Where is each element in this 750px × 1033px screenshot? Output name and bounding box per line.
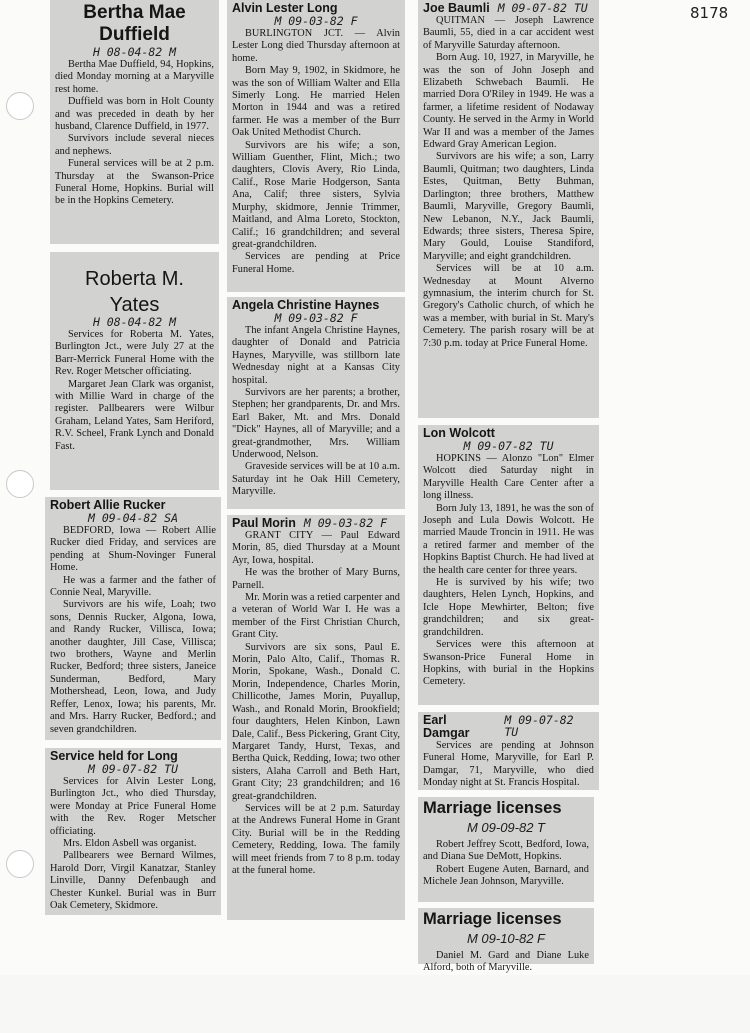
paragraph: Robert Eugene Auten, Barnard, and Michele Jean Johnson, Maryville. [423, 863, 589, 888]
notice-long-service [45, 748, 221, 915]
paragraph: Services are pending at Price Funeral Home. [232, 251, 400, 275]
handwritten-date: M 09-03-82 F [274, 14, 358, 28]
paragraph: HOPKINS — Alonzo "Lon" Elmer Wolcott died Saturday night in Maryville Health Care Center after a long illness. [423, 453, 594, 502]
page-number: 8178 [690, 4, 729, 22]
paragraph: Funeral services will be at 2 p.m. Thursday at the Swanson-Price Funeral Home, Hopkins. Burial will be in the Hopkins Cemetery. [55, 158, 214, 207]
section-title: Marriage licenses [423, 910, 562, 928]
headline: Lon Wolcott [423, 426, 495, 440]
paragraph: Services will be at 2 p.m. Saturday at the Andrews Funeral Home in Grant City. Burial will be in the Redding Cemetery, Redding, Iowa. The family will meet friends from 7 to 8 p.m. today at the funeral home. [232, 802, 400, 876]
headline: Bertha Mae Duffield [83, 2, 186, 45]
paragraph: He was a farmer and the father of Connie Neal, Maryville. [50, 574, 216, 599]
paragraph: Services are pending at Johnson Funeral Home, Maryville, for Earl P. Damgar, 71, Maryville, who died Monday night at St. Francis Hospital. [423, 740, 594, 789]
paragraph: BURLINGTON JCT. — Alvin Lester Long died Thursday afternoon at home. [232, 28, 400, 64]
headline: Service held for Long [50, 749, 178, 763]
obituary-wolcott [418, 425, 599, 705]
paragraph: Born July 13, 1891, he was the son of Joseph and Lula Dowis Wolcott. He married Maude Troncin in 1911. He was a retired farmer and member of the Hopkins Baptist Church. He had lived at the health care center for three years. [423, 502, 594, 576]
headline: Angela Christine Haynes [232, 298, 380, 312]
handwritten-date: M 09-07-82 TU [463, 439, 554, 453]
paragraph: GRANT CITY — Paul Edward Morin, 85, died Thursday at a Mount Ayr, Iowa, hospital. [232, 530, 400, 566]
headline: Paul Morin [232, 516, 296, 530]
paragraph: Survivors are his wife; a son, Larry Baumli, Quitman; two daughters, Linda Estes, Quitman, Betty Buhman, Darlington; three brothers, Matthew Baumli, Maryville, Gregory Baumli, New Lebanon, N.Y., Jack Baumli, Edwards; three sisters, Theresa Spire, Mary Gould, Louise Standiford, Maryville; and eight grandchildren. [423, 151, 594, 262]
headline-line2: Yates [109, 294, 160, 316]
paragraph: Margaret Jean Clark was organist, with Millie Ward in charge of the register. Pallbearers were Wilbur Graham, Leland Yates, Sam Heriford, R.V. Scheel, Frank Lynch and Donald Fast. [55, 378, 214, 452]
obituary-baumli [418, 0, 599, 418]
handwritten-date: M 09-07-82 TU [497, 1, 588, 15]
obituary-rucker [45, 497, 221, 740]
obituary-yates [50, 252, 219, 490]
headline: Robert Allie Rucker [50, 498, 166, 512]
paragraph: Duffield was born in Holt County and was preceded in death by her husband, Clarence Duffield, in 1977. [55, 96, 214, 133]
paragraph: Services will be at 10 a.m. Wednesday at Mount Alverno gymnasium, the interim church for St. Gregory's Catholic church, of which he was a member, with burial in St. Mary's Cemetery. The parish rosary will be at 7:30 p.m. today at Price Funeral Home. [423, 263, 594, 349]
handwritten-date: M 09-07-82 TU [504, 713, 574, 739]
paragraph: Survivors are his wife; a son, William Guenther, Flint, Mich.; two daughters, Clovis Avery, Rio Linda, Calif., Rose Marie Hodgerson, Santa Ana, Calif; three sisters, Sylvia Murphy, skidmore, Jennie Trimmer, Maitland, and Alma Loreto, Stockton, Calif.; 16 grandchildren; and several great-grandchildren. [232, 139, 400, 250]
paragraph: He is survived by his wife; two daughters, Helen Lynch, Hopkins, and Icle Hope Mewhirter, Belton; five grandchildren; and six great-grandchildren. [423, 577, 594, 638]
paragraph: Graveside services will be at 10 a.m. Saturday int he Oak Hill Cemetery, Maryville. [232, 461, 400, 498]
paragraph: Survivors include several nieces and nephews. [55, 133, 214, 157]
obituary-long [227, 0, 405, 292]
headline-row [423, 2, 594, 15]
paragraph: Daniel M. Gard and Diane Luke Alford, both of Maryville. [423, 950, 589, 974]
paragraph: Services for Roberta M. Yates, Burlington Jct., were July 27 at the Barr-Merrick Funeral Home with the Rev. Roger Metscher officiating. [55, 329, 214, 378]
obituary-haynes [227, 297, 405, 509]
obituary-duffield [50, 0, 219, 244]
obituary-damgar [418, 712, 599, 790]
marriage-licenses-1 [418, 797, 594, 902]
headline-row [232, 517, 400, 530]
paragraph: Services for Alvin Lester Long, Burlington Jct., who died Thursday, were Monday at Price Funeral Home with the Rev. Roger Metscher officiating. [50, 776, 216, 837]
paragraph: Mr. Morin was a retied carpenter and a veteran of World War I. He was a member of the First Christian Church, Grant City. [232, 592, 400, 641]
handwritten-date: M 09-07-82 TU [87, 762, 178, 776]
handwritten-date: H 08-04-82 M [92, 45, 177, 59]
handwritten-date: M 09-03-82 F [274, 311, 358, 325]
paragraph: Robert Jeffrey Scott, Bedford, Iowa, and Diana Sue DeMott, Hopkins. [423, 839, 589, 863]
section-title: Marriage licenses [423, 799, 562, 817]
paragraph: Services were this afternoon at Swanson-Price Funeral Home in Hopkins, with burial in the Hopkins Cemetery. [423, 639, 594, 688]
paragraph: Survivors are six sons, Paul E. Morin, Palo Alto, Calif., Thomas R. Morin, Spokane, Wash., Donald C. Morin, Independence, Charles Morin, Chillicothe, James Morin, Puyallup, Wash., and Ronald Morin, Brookfield; four daughters, Helen Kinbon, Lawn Dale, Calif., Bess Pickering, Grant City, Margaret Tandy, Hurst, Texas, and Bertha Quick, Redding, Iowa; two other sisters, Alaha Carroll and Beth Hart, Grant City; 23 grandchildren; and 16 great-grandchildren. [232, 641, 400, 802]
binder-hole [6, 850, 34, 878]
paragraph: Born May 9, 1902, in Skidmore, he was the son of William Walter and Ella Simerly Long. He married Helen Morton in 1944 and was a retired farmer. He was a member of the Burr Oak United Methodist Church. [232, 65, 400, 139]
paragraph: BEDFORD, Iowa — Robert Allie Rucker died Friday, and services are pending at Shum-Novinger Funeral Home. [50, 525, 216, 574]
headline: Alvin Lester Long [232, 1, 338, 15]
handwritten-date: M 09-09-82 T [466, 820, 546, 835]
handwritten-date: H 08-04-82 M [92, 315, 177, 329]
obituary-morin [227, 515, 405, 920]
paragraph: Mrs. Eldon Asbell was organist. [63, 838, 197, 850]
headline: Joe Baumli [423, 1, 490, 15]
binder-hole [6, 92, 34, 120]
marriage-licenses-2 [418, 908, 594, 974]
paragraph: Survivors are her parents; a brother, Stephen; her grandparents, Dr. and Mrs. Earl Baker, Mt. and Mrs. Donald "Dick" Haynes, all of Maryville; and a great-grandmother, Mrs. William Underwood, Nelson. [232, 387, 400, 461]
headline: Earl Damgar [423, 713, 470, 740]
paragraph: Pallbearers wee Bernard Wilmes, Harold Dorr, Virgil Kanatzar, Stanley Linville, Danny Defenbaugh and Chester Kunkel. Burial was in Burr Oak Cemetery, Skidmore. [50, 850, 216, 912]
paragraph: Survivors are his wife, Loah; two sons, Dennis Rucker, Algona, Iowa, and Randy Rucker, Villisca, Iowa; another daughter, Jill Case, Villisca; two brothers, Wayne and Merlin Rucker, Bedford; three sisters, Janeice Sunderman, Bedford, Mary Mothershead, Leon, Iowa, and Judy Reffer, Lenox, Iowa; his parents, Mr. and Mrs. Harry Rucker, Bedford.; and seven grandchildren. [50, 599, 216, 735]
headline-line1: Roberta M. [85, 268, 184, 290]
binder-hole [6, 470, 34, 498]
paragraph: The infant Angela Christine Haynes, daughter of Donald and Patricia Haynes, Maryville, was stillborn late Wednesday night at a Kansas City hospital. [232, 325, 400, 386]
paragraph: Born Aug. 10, 1927, in Maryville, he was the son of John Joseph and Elizabeth Schwebach Baumli. He married Dora O'Riley in 1949. He was a farmer, a lifetime resident of Nodaway County. He served in the Army in World War II and was a member of the James Edward Gray American Legion. [423, 52, 594, 151]
headline-row [423, 714, 594, 740]
handwritten-date: M 09-04-82 SA [87, 511, 178, 525]
handwritten-date: M 09-03-82 F [303, 516, 387, 530]
paragraph: Bertha Mae Duffield, 94, Hopkins, died Monday morning at a Maryville rest home. [55, 59, 214, 95]
handwritten-date: M 09-10-82 F [466, 931, 546, 946]
paragraph: He was the brother of Mary Burns, Parnell. [232, 567, 400, 591]
paragraph: QUITMAN — Joseph Lawrence Baumli, 55, died in a car accident west of Maryville Saturday afternoon. [423, 15, 594, 51]
